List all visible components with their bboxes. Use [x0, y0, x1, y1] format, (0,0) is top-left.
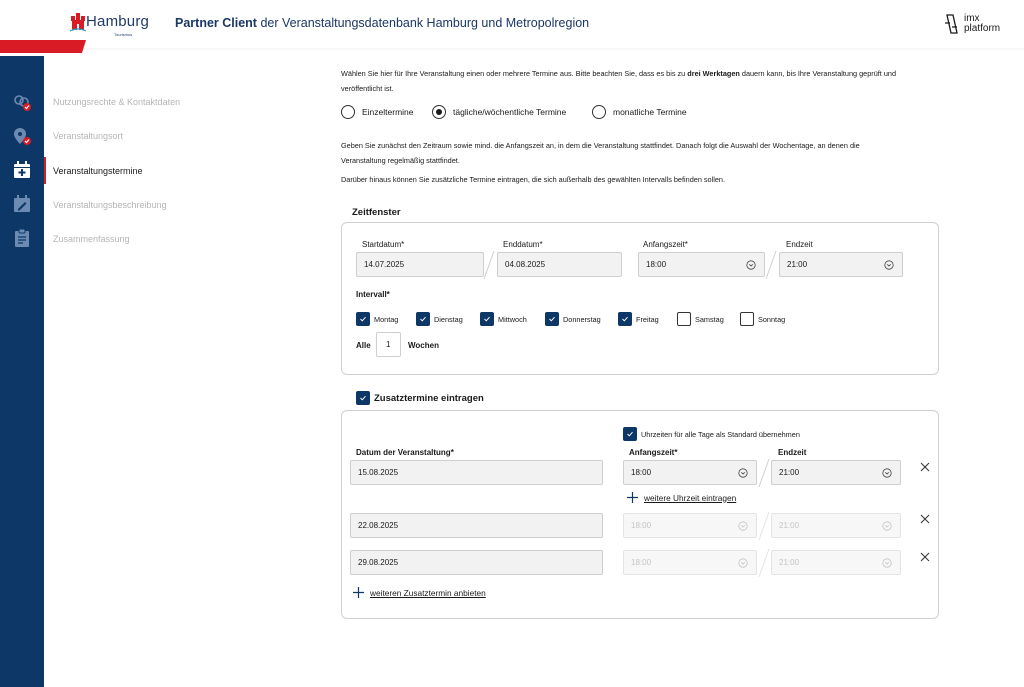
checkbox-label: Donnerstag [563, 314, 601, 324]
standard-times-checkbox[interactable] [623, 427, 800, 441]
imx-platform-logo [944, 13, 1014, 37]
radio-label: Einzeltermine [362, 107, 414, 117]
radio-einzeltermine[interactable] [341, 105, 414, 119]
endzeit-label: Endzeit [786, 240, 813, 249]
clock-icon [738, 468, 748, 478]
info-text-extra: Darüber hinaus können Sie zusätzliche Termine eintragen, die sich außerhalb des gewählten Intervalls befinden sollen. [341, 175, 725, 184]
radio-circle[interactable] [341, 105, 355, 119]
info-line-1: Geben Sie zunächst den Zeitraum sowie mind. die Anfangszeit an, in dem die Veranstaltung stattfindet. Danach folgt die Auswahl der Wochentage, an denen die [341, 141, 860, 150]
clipboard-icon[interactable] [12, 228, 32, 248]
startdatum-input[interactable]: 14.07.2025 [356, 252, 484, 277]
check-icon [483, 315, 491, 323]
page-title-bold: Partner Client [175, 16, 257, 30]
zusatz-end-input-3 [771, 550, 901, 575]
close-icon[interactable] [920, 514, 930, 524]
time-separator [757, 458, 771, 488]
checkbox-label: Dienstag [434, 314, 463, 324]
clock-icon [746, 260, 756, 270]
clock-icon [882, 558, 892, 568]
check-icon [548, 315, 556, 323]
zusatz-date-input-3[interactable]: 29.08.2025 [350, 550, 603, 575]
zusatz-end-value-2: 21:00 [779, 521, 800, 530]
checkbox-box[interactable] [356, 391, 370, 405]
wochen-label: Wochen [408, 341, 439, 350]
zusatz-end-input-2 [771, 513, 901, 538]
enddatum-label: Enddatum* [503, 240, 543, 249]
info-text [341, 138, 941, 168]
zusatztermine-toggle[interactable] [356, 391, 484, 405]
zusatz-begin-input-1[interactable] [623, 460, 757, 485]
hamburg-castle-icon [70, 12, 86, 32]
checkbox-dienstag[interactable] [416, 312, 463, 326]
plus-icon [627, 492, 638, 503]
page-title [175, 16, 589, 30]
checkbox-donnerstag[interactable] [545, 312, 601, 326]
checkbox-box[interactable] [677, 312, 691, 326]
checkbox-sonntag[interactable] [740, 312, 785, 326]
checkbox-label: Samstag [695, 314, 724, 324]
clock-icon [882, 468, 892, 478]
nav-item-veranstaltungsort[interactable]: Veranstaltungsort [53, 131, 124, 141]
active-nav-marker [44, 157, 46, 184]
radio-monatlich[interactable] [592, 105, 687, 119]
checkbox-box[interactable] [356, 312, 370, 326]
add-date-link[interactable] [353, 587, 486, 598]
interval-weeks-input[interactable]: 1 [376, 332, 401, 357]
checkbox-samstag[interactable] [677, 312, 724, 326]
anfangszeit-label: Anfangszeit* [643, 240, 688, 249]
anfangszeit-input[interactable] [638, 252, 765, 277]
intro-text [341, 66, 941, 96]
hamburg-logo[interactable] [70, 12, 150, 38]
zusatz-begin-value-2: 18:00 [631, 521, 652, 530]
nav-item-nutzungsrechte[interactable]: Nutzungsrechte & Kontaktdaten [53, 97, 181, 107]
intro-text-b: dauern kann, bis Ihre Veranstaltung geprüft und [739, 69, 897, 78]
checkbox-label: Montag [374, 314, 399, 324]
zusatz-date-input-1[interactable]: 15.08.2025 [350, 460, 603, 485]
users-icon[interactable] [12, 92, 32, 112]
intervall-label: Intervall* [356, 290, 390, 299]
check-icon [621, 315, 629, 323]
checkbox-box[interactable] [480, 312, 494, 326]
zusatz-end-input-1[interactable] [771, 460, 901, 485]
zusatz-begin-input-3 [623, 550, 757, 575]
zeitfenster-card [341, 222, 939, 375]
radio-label: tägliche/wöchentliche Termine [453, 107, 567, 117]
checkbox-label: Sonntag [758, 314, 786, 324]
range-separator [482, 250, 496, 280]
checkbox-label: Freitag [636, 314, 659, 324]
zusatz-anfangszeit-label: Anfangszeit* [629, 448, 678, 457]
zeitfenster-title: Zeitfenster [352, 207, 401, 218]
time-separator [764, 250, 778, 280]
startdatum-label: Startdatum* [362, 240, 405, 249]
brand-line-2: platform [964, 23, 1001, 34]
zusatz-end-value-1: 21:00 [779, 468, 800, 477]
plus-icon [353, 587, 364, 598]
checkbox-freitag[interactable] [618, 312, 659, 326]
checkbox-box[interactable] [416, 312, 430, 326]
zusatz-begin-value-1: 18:00 [631, 468, 652, 477]
standard-times-label: Uhrzeiten für alle Tage als Standard übernehmen [641, 429, 800, 439]
add-time-label: weitere Uhrzeit eintragen [644, 492, 737, 503]
radio-taeglich-woechentlich[interactable] [432, 105, 566, 119]
checkbox-box[interactable] [740, 312, 754, 326]
check-icon [359, 315, 367, 323]
red-accent-stripe [0, 40, 86, 53]
add-time-link[interactable] [627, 492, 736, 503]
checkbox-mittwoch[interactable] [480, 312, 527, 326]
checkbox-label: Mittwoch [498, 314, 527, 324]
brand-line-1: imx [964, 13, 980, 24]
intro-text-bold: drei Werktagen [687, 69, 740, 78]
nav-item-veranstaltungstermine[interactable]: Veranstaltungstermine [53, 166, 143, 176]
calendar-edit-icon[interactable] [12, 194, 32, 214]
alle-label: Alle [356, 341, 371, 350]
clock-icon [738, 558, 748, 568]
intro-text-line2: veröffentlicht ist. [341, 84, 394, 93]
logo-wordmark: Hamburg [86, 13, 150, 30]
check-icon [359, 394, 367, 402]
time-separator [757, 511, 771, 541]
checkbox-montag[interactable] [356, 312, 398, 326]
checkbox-box[interactable] [545, 312, 559, 326]
datum-label: Datum der Veranstaltung* [356, 448, 454, 457]
clock-icon [884, 260, 894, 270]
radio-label: monatliche Termine [613, 107, 687, 117]
intro-text-a: Wählen Sie hier für Ihre Veranstaltung einen oder mehrere Termine aus. Bitte beachten Sie, dass es bis zu [341, 69, 688, 78]
time-separator [757, 548, 771, 578]
imx-logo-icon [944, 13, 960, 35]
nav-item-beschreibung[interactable]: Veranstaltungsbeschreibung [53, 200, 167, 210]
zusatz-end-value-3: 21:00 [779, 558, 800, 567]
zusatz-begin-input-2 [623, 513, 757, 538]
clock-icon [738, 521, 748, 531]
enddatum-input[interactable]: 04.08.2025 [497, 252, 622, 277]
app-header [0, 0, 1024, 48]
radio-circle[interactable] [592, 105, 606, 119]
close-icon[interactable] [920, 462, 930, 472]
calendar-add-icon[interactable] [12, 160, 32, 180]
radio-circle-selected[interactable] [432, 105, 446, 119]
nav-item-zusammenfassung[interactable]: Zusammenfassung [53, 234, 130, 244]
close-icon[interactable] [920, 552, 930, 562]
add-date-label: weiteren Zusatztermin anbieten [370, 587, 486, 598]
page-title-rest: der Veranstaltungsdatenbank Hamburg und Metropolregion [256, 16, 590, 30]
anfangszeit-value: 18:00 [646, 260, 667, 269]
checkbox-box[interactable] [618, 312, 632, 326]
check-icon [626, 430, 634, 438]
endzeit-input[interactable] [779, 252, 903, 277]
checkbox-box[interactable] [623, 427, 637, 441]
zusatztermine-title: Zusatztermine eintragen [374, 392, 484, 404]
location-pin-icon[interactable] [12, 126, 32, 146]
zusatz-date-input-2[interactable]: 22.08.2025 [350, 513, 603, 538]
sidebar [0, 56, 44, 687]
logo-subtitle: Tourismus [114, 32, 133, 37]
check-icon [419, 315, 427, 323]
zusatz-begin-value-3: 18:00 [631, 558, 652, 567]
zusatz-endzeit-label: Endzeit [778, 448, 807, 457]
endzeit-value: 21:00 [787, 260, 808, 269]
clock-icon [882, 521, 892, 531]
info-line-2: Veranstaltung regelmäßig stattfindet. [341, 156, 460, 165]
